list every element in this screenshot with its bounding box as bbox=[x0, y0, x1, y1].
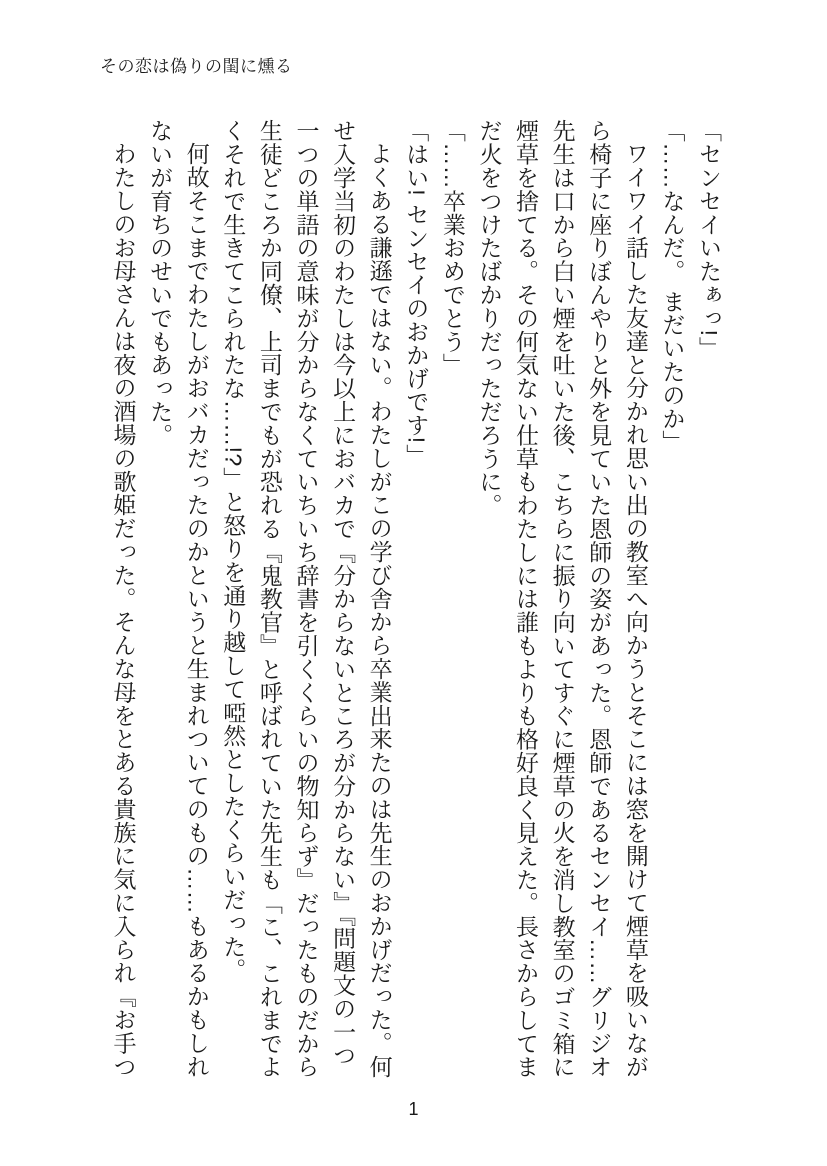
narrative-line: 生徒どころか同僚、上司までもが恐れる『鬼教官』と呼ばれていた先生も「こ、これまでよ bbox=[256, 119, 283, 1079]
page-number: 1 bbox=[408, 1099, 419, 1119]
vertical-text-body bbox=[105, 119, 727, 1081]
narrative-line: よくある謙遜ではない。わたしがこの学び舎から卒業出来たのは先生のおかげだった。何 bbox=[366, 142, 393, 1079]
dialogue-line: 「……卒業おめでとう」 bbox=[439, 119, 466, 377]
narrative-line: 何故そこまでわたしがおバカだったのかというと生まれついてのもの……もあるかもしれ bbox=[183, 142, 210, 1079]
page-title: その恋は偽りの閨に燻る bbox=[100, 57, 293, 76]
narrative-line: 煙草を捨てる。その何気ない仕草もわたしには誰もよりも格好良く見えた。長さからしてま bbox=[513, 119, 540, 1079]
narrative-line: ワイワイ話した友達と分かれ思い出の教室へ向かうとそこには窓を開けて煙草を吸いなが bbox=[622, 142, 649, 1079]
narrative-line: くそれで生きてこられたな……!?」と怒りを通り越して啞然としたくらいだった。 bbox=[220, 119, 247, 982]
narrative-line: わたしのお母さんは夜の酒場の歌姫だった。そんな母をとある貴族に気に入られ『お手つ bbox=[110, 142, 137, 1079]
narrative-line: 一つの単語の意味が分からなくていちいち辞書を引くくらいの物知らず』だったものだから bbox=[293, 119, 320, 1079]
dialogue-line: 「はい! センセイのおかげです!」 bbox=[403, 119, 430, 467]
narrative-line: せ入学当初のわたしは今以上におバカで『分からないところが分からない』『問題文の一つ bbox=[330, 119, 357, 1067]
narrative-line: だ火をつけたばかりだっただろうに。 bbox=[476, 119, 503, 517]
narrative-line: ないが育ちのせいでもあった。 bbox=[147, 119, 174, 447]
narrative-line: ら椅子に座りぼんやりと外を見ていた恩師の姿があった。恩師であるセンセイ……グリジオ bbox=[586, 119, 613, 1079]
dialogue-line: 「センセイいたぁっ!」 bbox=[696, 119, 722, 360]
dialogue-line: 「……なんだ。 まだいたのか」 bbox=[659, 119, 686, 454]
narrative-line: 先生は口から白い煙を吐いた後、こちらに振り向いてすぐに煙草の火を消し教室のゴミ箱に bbox=[549, 119, 576, 1079]
